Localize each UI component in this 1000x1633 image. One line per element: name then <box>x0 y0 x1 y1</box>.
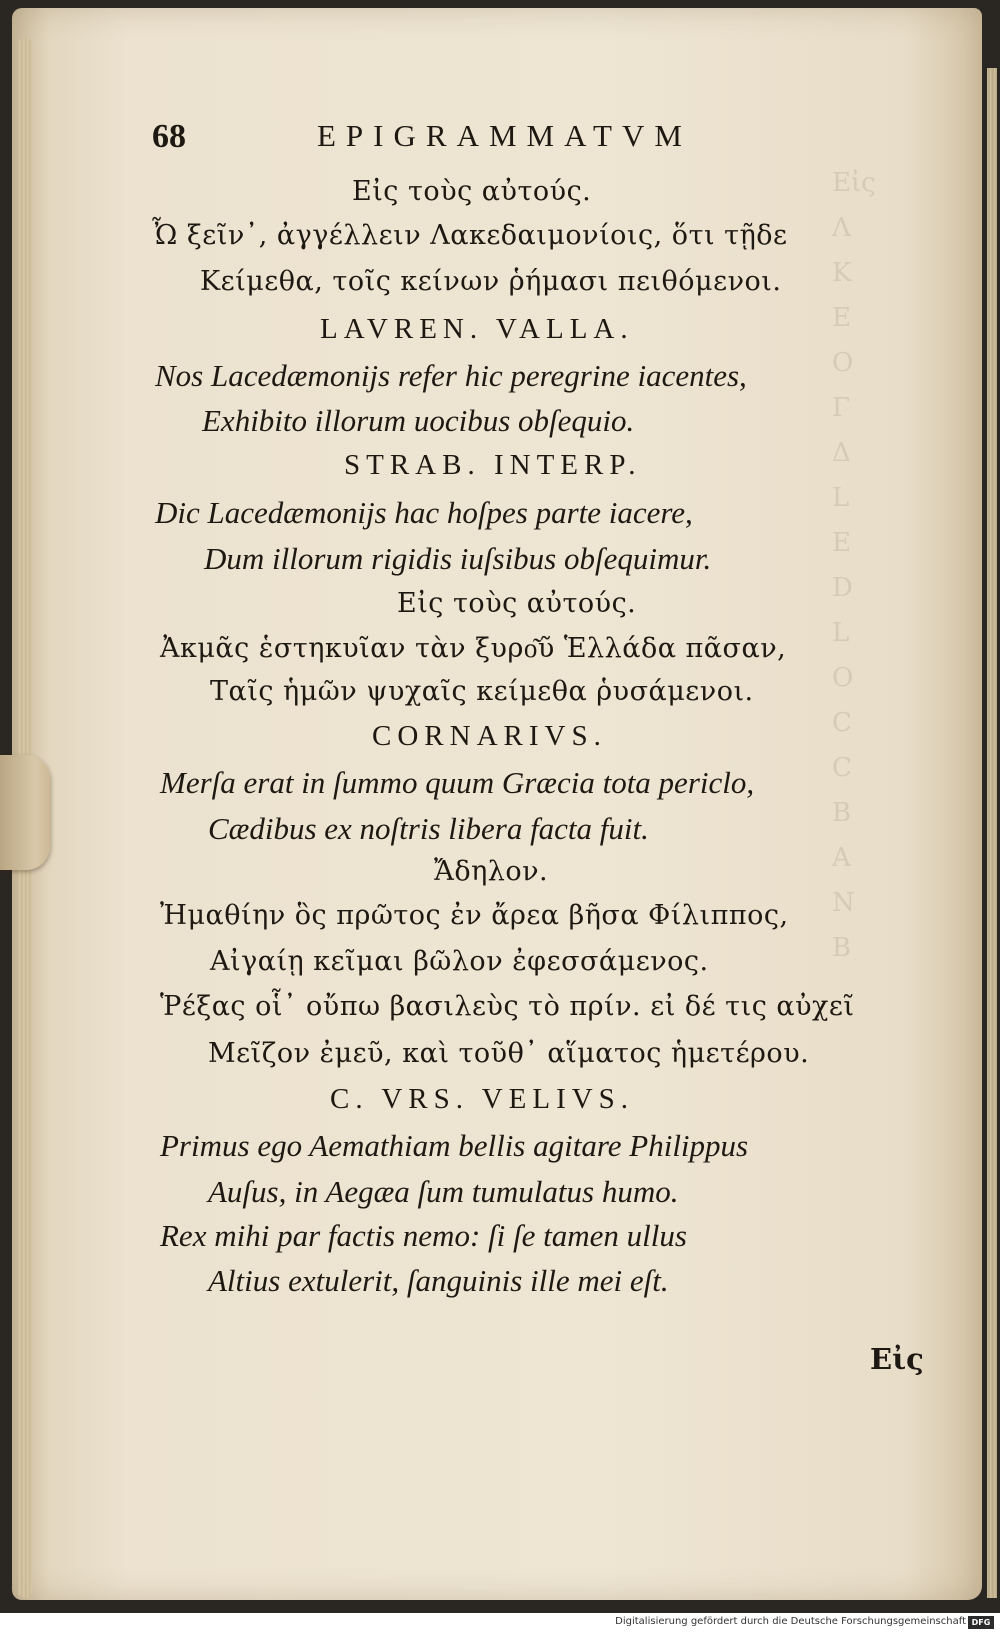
greek-verse-line: Ἀκμᾶς ἑστηκυῖαν τὰν ξυρο͂ῦ Ἑλλάδα πᾶσαν, <box>160 633 787 664</box>
greek-verse-line: Αἰγαίῃ κεῖμαι βῶλον ἐφεσσάμενος. <box>210 946 709 977</box>
bleed-through-text: Εἰς Λ Κ Ε Ο Γ Δ L Ε D L Ο C C B A N B <box>832 168 876 963</box>
page-number: 68 <box>152 118 186 155</box>
greek-heading: Εἰς τοὺς αὐτούς. <box>352 176 592 207</box>
latin-verse-line: Dic Lacedæmonijs hac hoſpes parte iacere, <box>155 495 693 530</box>
latin-verse-line: Exhibito illorum uocibus obſequio. <box>202 403 635 438</box>
catchword: Εἰς <box>870 1342 924 1376</box>
greek-verse-line: Κείμεθα, τοῖς κείνων ῥήμασι πειθόμενοι. <box>200 266 782 297</box>
book-page <box>12 8 982 1600</box>
page-edge-right <box>987 68 997 1598</box>
latin-verse-line: Cædibus ex noſtris libera facta fuit. <box>208 811 649 846</box>
digitization-footer <box>0 1613 1000 1633</box>
latin-verse-line: Altius extulerit, ſanguinis ille mei eſt. <box>208 1263 669 1298</box>
greek-verse-line: Ταῖς ἡμῶν ψυχαῖς κείμεθα ῥυσάμενοι. <box>210 676 754 707</box>
page-tab-marker <box>0 755 50 870</box>
latin-verse-line: Rex mihi par factis nemo: ſi ſe tamen ullus <box>160 1218 687 1253</box>
latin-verse-line: Primus ego Aemathiam bellis agitare Philippus <box>160 1128 749 1163</box>
latin-verse-line: Auſus, in Aegæa ſum tumulatus humo. <box>208 1174 679 1209</box>
greek-verse-line: Ἠμαθίην ὃς πρῶτος ἐν ἄρεα βῆσα Φίλιππος, <box>160 900 789 931</box>
greek-verse-line: Ὦ ξεῖν᾽, ἀγγέλλειν Λακεδαιμονίοις, ὅτι τῇδε <box>152 220 788 251</box>
greek-verse-line: Ῥέξας οἷ᾽ οὔπω βασιλεὺς τὸ πρίν. εἰ δέ τις αὐχεῖ <box>160 991 855 1022</box>
latin-verse-line: Merſa erat in ſummo quum Græcia tota periclo, <box>160 765 755 800</box>
footer-credit: Digitalisierung gefördert durch die Deutsche Forschungsgemeinschaft <box>615 1616 966 1627</box>
translator-heading: LAVREN. VALLA. <box>320 313 634 345</box>
translator-heading: C. VRS. VELIVS. <box>330 1083 635 1115</box>
translator-heading: STRAB. INTERP. <box>344 449 642 481</box>
greek-heading: Εἰς τοὺς αὐτούς. <box>397 588 637 619</box>
greek-heading: Ἄδηλον. <box>434 856 549 887</box>
greek-verse-line: Μεῖζον ἐμεῦ, καὶ τοῦθ᾽ αἵματος ἡμετέρου. <box>208 1038 810 1069</box>
translator-heading: CORNARIVS. <box>372 720 607 752</box>
latin-verse-line: Nos Lacedæmonijs refer hic peregrine iacentes, <box>155 358 747 393</box>
latin-verse-line: Dum illorum rigidis iuſsibus obſequimur. <box>204 541 712 576</box>
dfg-logo: DFG <box>968 1616 994 1629</box>
running-head: EPIGRAMMATVM <box>317 118 692 153</box>
